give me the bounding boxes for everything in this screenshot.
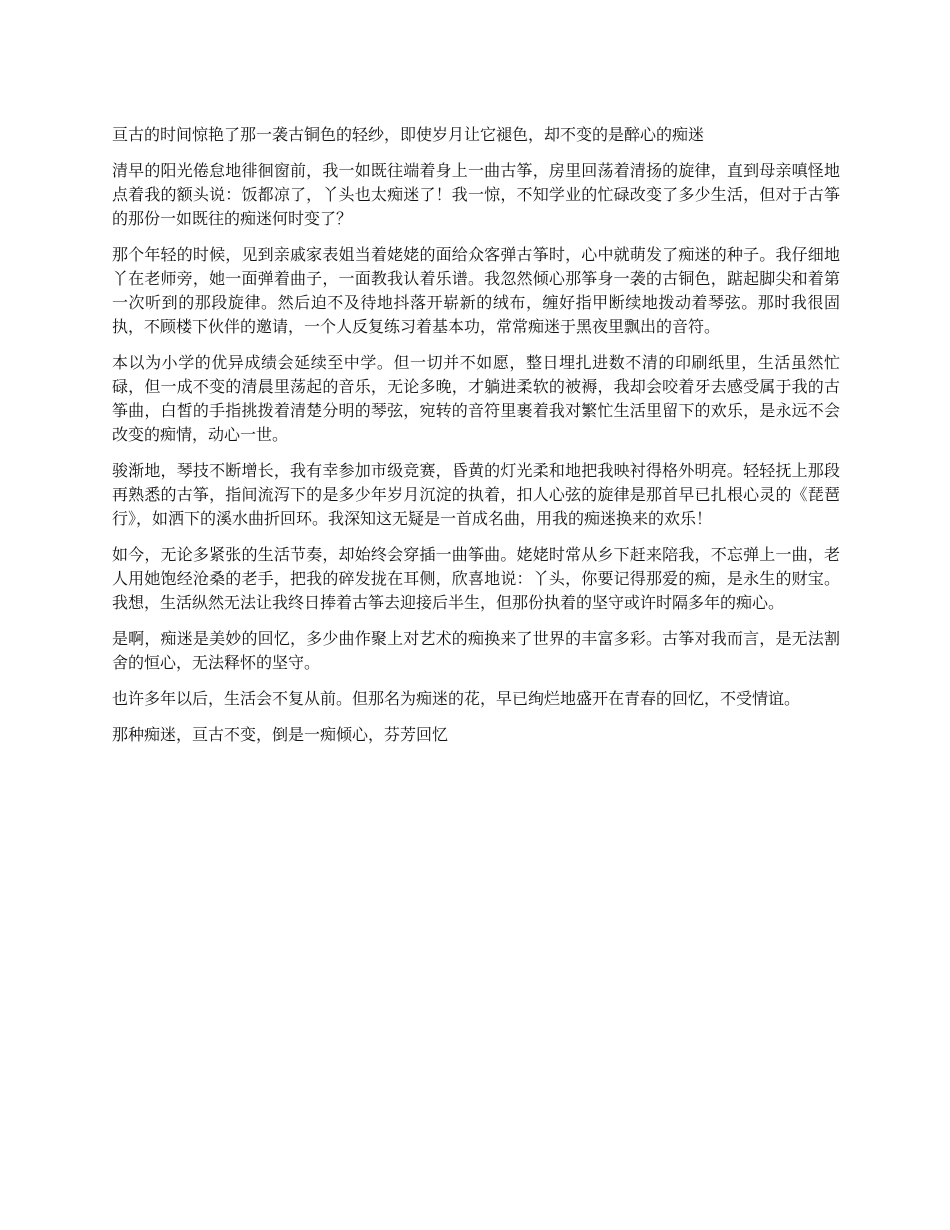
paragraph-3: 那个年轻的时候，见到亲戚家表姐当着姥姥的面给众客弹古筝时，心中就萌发了痴迷的种子。我仔细地丫在老师旁，她一面弹着曲子，一面教我认着乐谱。我忽然倾心那筝身一袭的古铜色，踮起脚尖和着第一次听到的那段旋律。然后迫不及待地抖落开崭新的绒布，缠好指甲断续地拨动着琴弦。那时我很固执，不顾楼下伙伴的邀请，一个人反复练习着基本功，常常痴迷于黑夜里飘出的音符。 (112, 245, 840, 336)
paragraph-4: 本以为小学的优异成绩会延续至中学。但一切并不如愿，整日埋扎进数不清的印刷纸里，生活虽然忙碌，但一成不变的清晨里荡起的音乐，无论多晚，才躺进柔软的被褥，我却会咬着牙去感受属于我的古筝曲，白皙的手指挑拨着清楚分明的琴弦，宛转的音符里裹着我对繁忙生活里留下的欢乐，是永远不会改变的痴情，动心一世。 (112, 353, 840, 444)
paragraph-1: 亘古的时间惊艳了那一袭古铜色的轻纱，即使岁月让它褪色，却不变的是醉心的痴迷 (112, 125, 705, 144)
paragraph-5: 骏渐地，琴技不断增长，我有幸参加市级竞赛，昏黄的灯光柔和地把我映衬得格外明亮。轻轻抚上那段再熟悉的古筝，指间流泻下的是多少年岁月沉淀的执着，扣人心弦的旋律是那首早已扎根心灵的《琵琶行》，如洒下的溪水曲折回环。我深知这无疑是一首成名曲，用我的痴迷换来的欢乐！ (112, 461, 840, 528)
document-body (112, 123, 840, 759)
paragraph-7: 是啊，痴迷是美妙的回忆，多少曲作聚上对艺术的痴换来了世界的丰富多彩。古筝对我而言，是无法割舍的恒心，无法释怀的坚守。 (112, 629, 840, 672)
paragraph-2: 清早的阳光倦怠地徘徊窗前，我一如既往端着身上一曲古筝，房里回荡着清扬的旋律，直到母亲嗔怪地点着我的额头说：饭都凉了，丫头也太痴迷了！我一惊，不知学业的忙碌改变了多少生活，但对于古筝的那份一如既往的痴迷何时变了？ (112, 161, 840, 228)
paragraph-9: 那种痴迷，亘古不变，倒是一痴倾心，芬芳回忆 (112, 725, 449, 744)
paragraph-8: 也许多年以后，生活会不复从前。但那名为痴迷的花，早已绚烂地盛开在青春的回忆，不受情谊。 (112, 689, 801, 708)
paragraph-6: 如今，无论多紧张的生活节奏，却始终会穿插一曲筝曲。姥姥时常从乡下赶来陪我，不忘弹上一曲，老人用她饱经沧桑的老手，把我的碎发拢在耳侧，欣喜地说：丫头，你要记得那爱的痴，是永生的财宝。我想，生活纵然无法让我终日捧着古筝去迎接后半生，但那份执着的坚守或许时隔多年的痴心。 (112, 545, 840, 612)
